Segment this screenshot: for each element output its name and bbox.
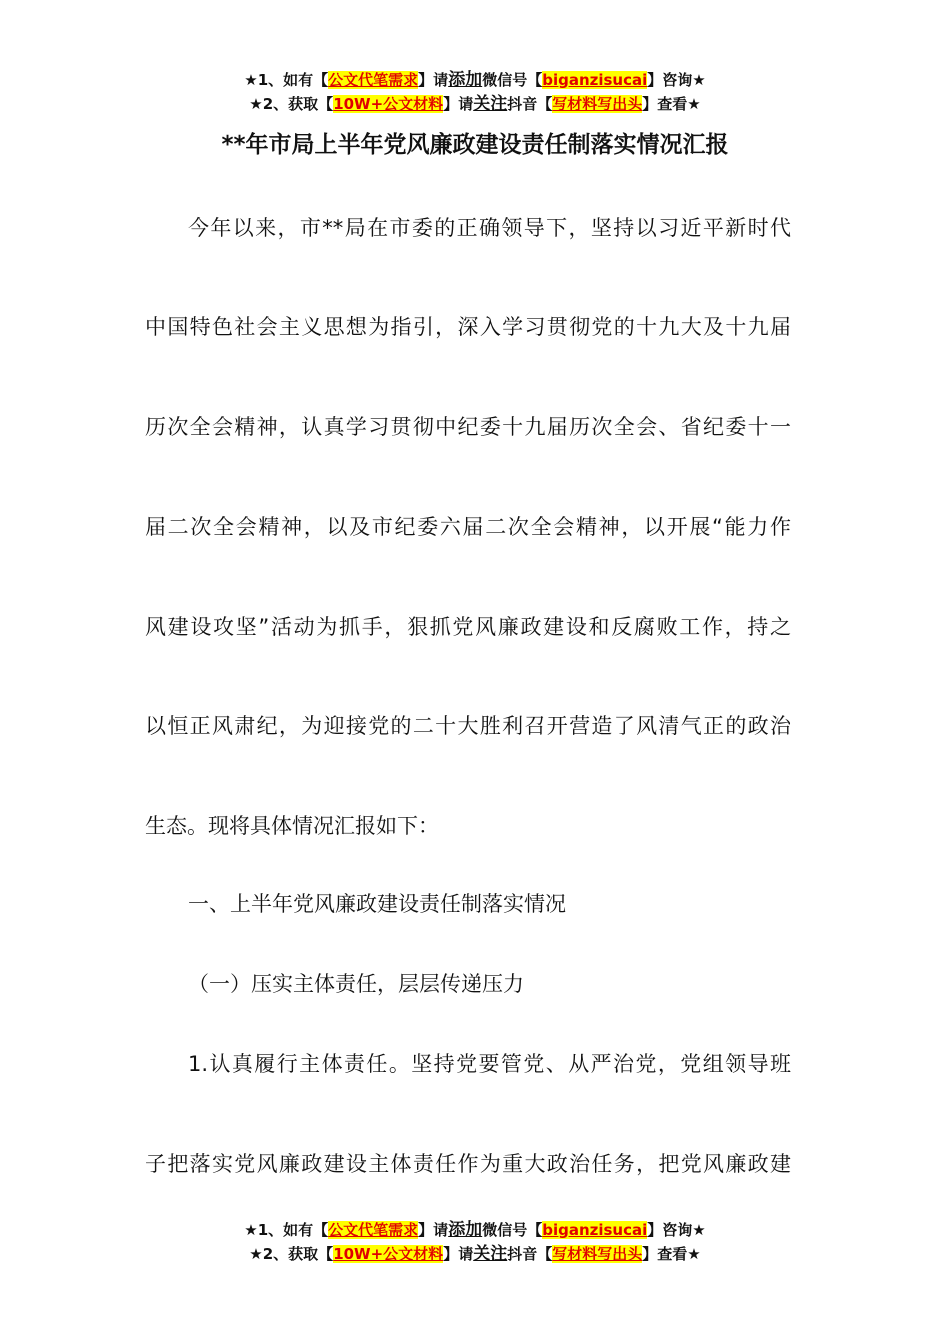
highlight-wechat-id: biganzisucai	[542, 1221, 648, 1239]
body-line-7: 生态。现将具体情况汇报如下：	[145, 814, 439, 838]
section-heading-1: 一、上半年党风廉政建设责任制落实情况	[188, 892, 566, 916]
banner-line-1: ★1、如有【公文代笔需求】请添加微信号【biganzisucai】咨询★	[244, 70, 706, 90]
highlight-materials: 10W+公文材料	[333, 95, 444, 113]
banner-line-1: ★1、如有【公文代笔需求】请添加微信号【biganzisucai】咨询★	[244, 1220, 706, 1240]
document-title: **年市局上半年党风廉政建设责任制落实情况汇报	[221, 132, 729, 158]
top-banner	[0, 68, 950, 116]
highlight-service: 公文代笔需求	[328, 1221, 419, 1239]
body-line-9: 子把落实党风廉政建设主体责任作为重大政治任务，把党风廉政建	[145, 1152, 791, 1176]
highlight-douyin: 写材料写出头	[552, 95, 643, 113]
body-line-2: 中国特色社会主义思想为指引，深入学习贯彻党的十九大及十九届	[145, 315, 791, 339]
subsection-heading-1: （一）压实主体责任，层层传递压力	[188, 972, 524, 996]
highlight-materials: 10W+公文材料	[333, 1245, 444, 1263]
body-line-8: 1.认真履行主体责任。坚持党要管党、从严治党，党组领导班	[188, 1052, 791, 1076]
body-line-4: 届二次全会精神，以及市纪委六届二次全会精神，以开展“能力作	[145, 515, 791, 539]
highlight-service: 公文代笔需求	[328, 71, 419, 89]
banner-line-2: ★2、获取【10W+公文材料】请关注抖音【写材料写出头】查看★	[249, 94, 701, 114]
body-line-5: 风建设攻坚”活动为抓手，狠抓党风廉政建设和反腐败工作，持之	[145, 615, 791, 639]
banner-line-2: ★2、获取【10W+公文材料】请关注抖音【写材料写出头】查看★	[249, 1244, 701, 1264]
body-line-3: 历次全会精神，认真学习贯彻中纪委十九届历次全会、省纪委十一	[145, 415, 791, 439]
highlight-wechat-id: biganzisucai	[542, 71, 648, 89]
body-line-1: 今年以来，市**局在市委的正确领导下，坚持以习近平新时代	[188, 216, 791, 240]
body-line-6: 以恒正风肃纪，为迎接党的二十大胜利召开营造了风清气正的政治	[145, 714, 791, 738]
highlight-douyin: 写材料写出头	[552, 1245, 643, 1263]
bottom-banner	[0, 1218, 950, 1266]
